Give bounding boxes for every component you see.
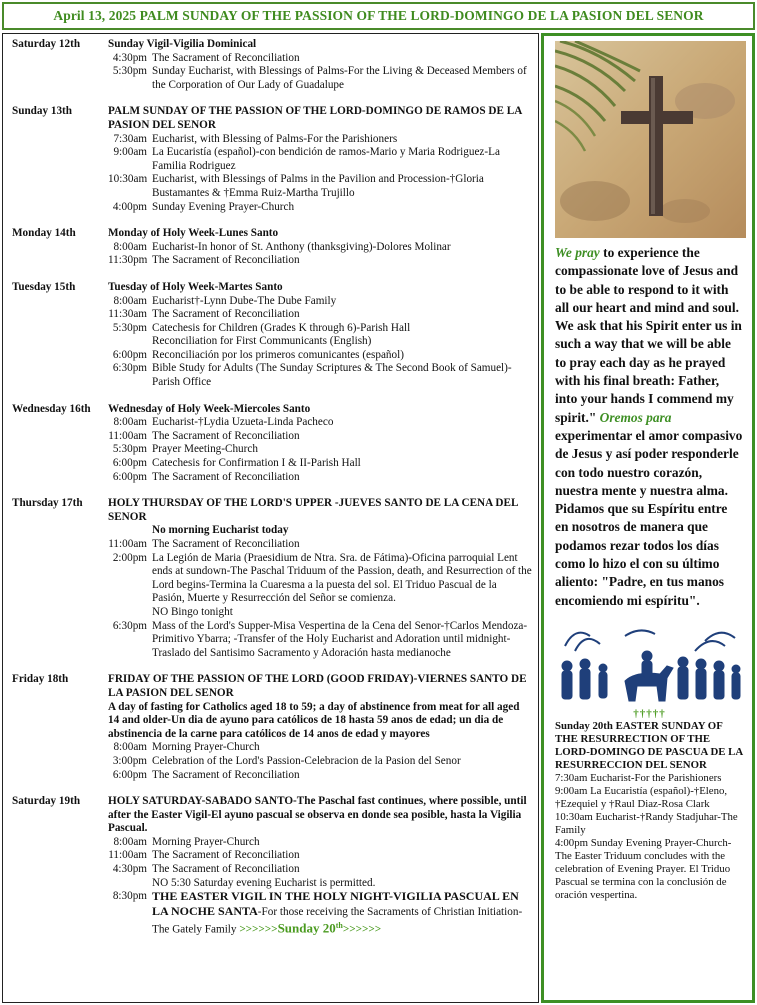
sunday-20-suffix: th xyxy=(335,921,343,931)
list-item: 6:00pm The Sacrament of Reconciliation xyxy=(112,470,300,483)
day-wednesday-16 xyxy=(12,403,532,485)
list-item: 8:00am Morning Prayer-Church xyxy=(113,741,260,754)
day-title: Sunday Vigil-Vigilia Dominical xyxy=(108,38,257,50)
easter-sunday-block xyxy=(555,720,744,902)
sidebar xyxy=(541,33,755,1003)
list-item: 6:30pm Mass of the Lord's Supper-Misa Vespertina de la Cena del Senor-†Carlos Mendoza-Primitivo Ybarra; -Transfer of the Holy Eucharist and Adoration until midnight-Traslado del Santisimo Sacramento y Adoración hasta medianoche xyxy=(112,619,528,659)
list-item: 9:00am La Eucaristía (español)-con bendición de ramos-Mario y Maria Rodriguez-La Familia Rodriguez xyxy=(113,146,500,172)
list-item: 11:00am The Sacrament of Reconciliation xyxy=(108,429,300,442)
day-name: Thursday 17th xyxy=(12,497,83,510)
day-name: Saturday 19th xyxy=(12,795,81,808)
list-item: 5:30pm Catechesis for Children (Grades K through 6)-Parish Hall xyxy=(112,321,411,334)
schedule-column xyxy=(2,33,539,1003)
vigil-title: THE EASTER VIGIL IN THE HOLY NIGHT-VIGILIA PASCUAL EN LA NOCHE SANTA xyxy=(152,889,519,918)
list-item: 9:00am La Eucaristía (español)-†Eleno, †Ezequiel y †Raul Diaz-Rosa Clark xyxy=(555,784,728,810)
list-item: 11:00am The Sacrament of Reconciliation xyxy=(108,849,300,862)
list-item: 6:30pm Bible Study for Adults (The Sunday Scriptures & The Second Book of Samuel)-Parish Office xyxy=(112,362,512,389)
day-name: Monday 14th xyxy=(12,227,76,240)
list-item xyxy=(108,524,532,538)
list-item: 6:00pm Reconciliación por los primeros comunicantes (español) xyxy=(112,348,404,361)
vigil-text: -For those receiving the Sacraments of Christian Initiation-The Gately Family xyxy=(152,905,523,937)
easter-vigil: 8:30pm THE EASTER VIGIL IN THE HOLY NIGHT-VIGILIA PASCUAL EN LA NOCHE SANTA-For those receiving the Sacraments of Christian Initiation-The Gately Family >>>>>>Sunday 20th>>>>>> xyxy=(112,889,523,937)
list-item: 7:30am Eucharist, with Blessing of Palms-For the Parishioners xyxy=(113,132,398,145)
prayer-es: experimentar el amor compasivo de Jesus y así poder responderle con todo nuestro corazón, nuestra mente y nuestra alma. Pidamos que su Espíritu entre en nosotros de manera que podamos rezar todos los días como lo hizo el con su último aliento: "Padre, en tus manos encomiendo mi espíritu". xyxy=(555,427,743,608)
day-name: Friday 18th xyxy=(12,673,69,686)
list-item: 11:00am The Sacrament of Reconciliation xyxy=(108,538,300,550)
list-item: 6:00pm Catechesis for Confirmation I & II-Parish Hall xyxy=(112,457,361,470)
day-note: A day of fasting for Catholics aged 18 to 59; a day of abstinence from meat for all aged 14 and older-Un dia de ayuno para católicos de 18 hasta 59 anos de edad; un dia de abstinencia de la carne para católicos de 14 anos de edad y mayores xyxy=(108,700,520,740)
list-item: 8:00am Eucharist-†Lydia Uzueta-Linda Pacheco xyxy=(113,416,334,429)
list-item: 5:30pm Prayer Meeting-Church xyxy=(112,443,258,456)
list-item: 4:00pm Sunday Evening Prayer-Church-The Easter Triduum concludes with the celebration of Evening Prayer. El Triduo Pascual se termina con la conclusión de oración vespertina. xyxy=(555,836,732,901)
day-title: PALM SUNDAY OF THE PASSION OF THE LORD-DOMINGO DE RAMOS DE LA PASION DEL SENOR xyxy=(108,105,522,131)
list-item: 3:00pm Celebration of the Lord's Passion-Celebracion de la Pasion del Senor xyxy=(112,754,461,767)
sunday-20-label: Sunday 20 xyxy=(277,921,336,937)
prayer-en: to experience the compassionate love of Jesus and to be able to respond to it with all our heart and mind and soul. We ask that his Spirit enter us in such a way that we will be able to pray each day as he prayed with his final breath: Father, into your hands I commend my spirit." xyxy=(555,245,742,425)
day-name: Wednesday 16th xyxy=(12,402,91,415)
list-item: 8:00am Eucharist-In honor of St. Anthony (thanksgiving)-Dolores Molinar xyxy=(113,240,451,253)
page-header: April 13, 2025 PALM SUNDAY OF THE PASSION OF THE LORD-DOMINGO DE LA PASION DEL SENOR xyxy=(2,2,755,30)
list-item: 8:00am Eucharist†-Lynn Dube-The Dube Family xyxy=(113,294,337,307)
day-friday-18 xyxy=(12,673,532,782)
list-item: Reconciliation for First Communicants (English) xyxy=(152,335,372,348)
palm-cross-photo xyxy=(555,41,746,238)
list-item: 7:30am Eucharist-For the Parishioners xyxy=(555,771,722,784)
list-item: 10:30am Eucharist-†Randy Stadjuhar-The Family xyxy=(555,810,738,836)
list-item: 11:30am The Sacrament of Reconciliation xyxy=(108,308,300,321)
list-item: 10:30am Eucharist, with Blessings of Palms in the Pavilion and Procession-†Gloria Bustamantes & †Emma Ruiz-Martha Trujillo xyxy=(108,173,484,199)
list-item: NO 5:30 Saturday evening Eucharist is permitted. xyxy=(152,876,376,889)
list-item: NO Bingo tonight xyxy=(152,605,233,618)
day-saturday-12 xyxy=(12,38,532,92)
arrows-left: >>>>>> xyxy=(239,924,278,937)
list-item: 8:00am Morning Prayer-Church xyxy=(113,835,260,848)
day-thursday-17 xyxy=(12,497,532,660)
day-title: HOLY SATURDAY-SABADO SANTO-The Paschal fast continues, where possible, until after the Easter Vigil-El ayuno pascual se observa en donde sea posible, hasta la Vigilia Pascual. xyxy=(108,795,527,835)
prayer-es-lead: Oremos para xyxy=(599,409,672,425)
list-item: 4:30pm The Sacrament of Reconciliation xyxy=(112,863,300,876)
day-title: HOLY THURSDAY OF THE LORD'S UPPER -JUEVES SANTO DE LA CENA DEL SENOR xyxy=(108,497,518,523)
palm-procession-icon xyxy=(555,626,746,706)
list-item: 4:30pm The Sacrament of Reconciliation xyxy=(112,51,300,64)
day-title: Wednesday of Holy Week-Miercoles Santo xyxy=(108,402,311,415)
day-title: Monday of Holy Week-Lunes Santo xyxy=(108,227,279,240)
day-monday-14 xyxy=(12,227,532,268)
day-name: Tuesday 15th xyxy=(12,280,76,293)
easter-title: Sunday 20th EASTER SUNDAY OF THE RESURRECTION OF THE LORD-DOMINGO DE PASCUA DE LA RESURRECCION DEL SENOR xyxy=(555,719,743,771)
day-saturday-19 xyxy=(12,795,532,938)
list-item: 11:30pm The Sacrament of Reconciliation xyxy=(108,254,300,267)
arrows-right: >>>>>> xyxy=(342,924,382,937)
crosses-icon: ††††† xyxy=(633,707,666,720)
list-item: 5:30pm Sunday Eucharist, with Blessings of Palms-For the Living & Deceased Members of the Corporation of Our Lady of Guadalupe xyxy=(112,65,527,91)
day-sunday-13 xyxy=(12,105,532,214)
prayer-text xyxy=(555,244,744,610)
day-name: Saturday 12th xyxy=(12,38,81,50)
list-item: 2:00pm La Legión de Maria (Praesidium de Ntra. Sra. de Fátima)-Oficina parroquial Lent ends at sundown-The Paschal Triduum of the Passion, death, and Resurrection of the Lord begins-Termina la Cuaresma a la puesta del sol. El Triduo Pascual de la Pasión, Muerte y Resurrección del Señor se comienza. xyxy=(112,551,532,605)
list-item: 4:00pm Sunday Evening Prayer-Church xyxy=(112,200,295,213)
prayer-en-lead: We pray xyxy=(555,245,600,260)
day-name: Sunday 13th xyxy=(12,105,73,118)
day-title: FRIDAY OF THE PASSION OF THE LORD (GOOD FRIDAY)-VIERNES SANTO DE LA PASION DEL SENOR xyxy=(108,673,527,699)
day-tuesday-15 xyxy=(12,281,532,390)
list-item: 6:00pm The Sacrament of Reconciliation xyxy=(112,768,300,781)
day-note: No morning Eucharist today xyxy=(152,524,289,537)
day-title: Tuesday of Holy Week-Martes Santo xyxy=(108,280,283,293)
